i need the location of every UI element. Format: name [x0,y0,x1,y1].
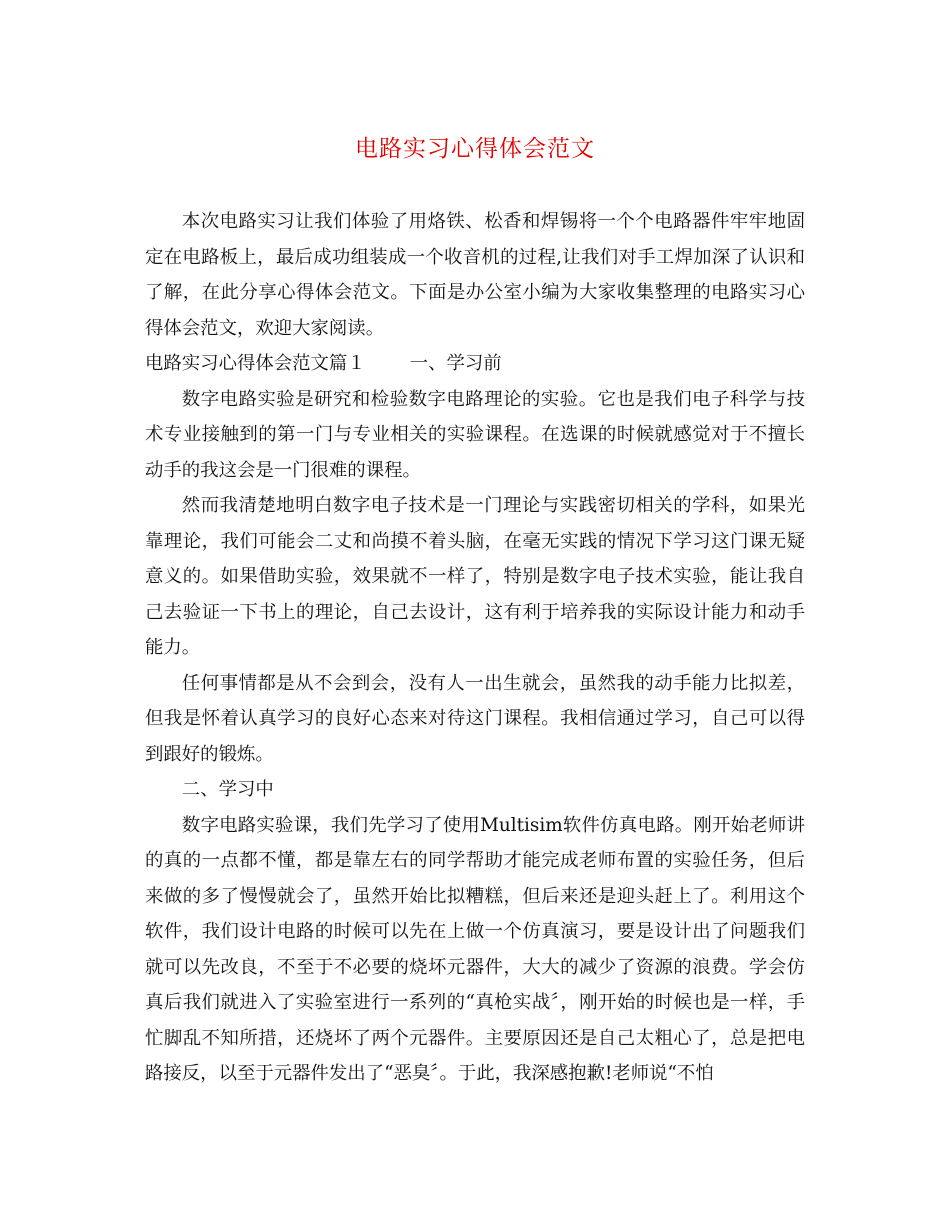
document-title: 电路实习心得体会范文 [355,136,595,162]
paragraph-3: 任何事情都是从不会到会，没有人一出生就会，虽然我的动手能力比拟差，但我是怀着认真学习的良好心态来对待这门课程。我相信通过学习，自己可以得到跟好的锻炼。 [145,672,805,765]
paragraph-2: 然而我清楚地明白数字电子技术是一门理论与实践密切相关的学科，如果光靠理论，我们可能会二丈和尚摸不着头脑，在毫无实践的情况下学习这门课无疑意义的。如果借助实验，效果就不一样了，特别是数字电子技术实验，能让我自己去验证一下书上的理论，自己去设计，这有利于培养我的实际设计能力和动手能力。 [145,495,805,658]
paragraph-4: 数字电路实验课，我们先学习了使用Multisim软件仿真电路。刚开始老师讲的真的一点都不懂，都是靠左右的同学帮助才能完成老师布置的实验任务，但后来做的多了慢慢就会了，虽然开始比拟糟糕，但后来还是迎头赶上了。利用这个软件，我们设计电路的时候可以先在上做一个仿真演习，要是设计出了问题我们就可以先改良，不至于不必要的烧坏元器件，大大的减少了资源的浪费。学会仿真后我们就进入了实验室进行一系列的“真枪实战〞，刚开始的时候也是一样，手忙脚乱不知所措，还烧坏了两个元器件。主要原因还是自己太粗心了，总是把电路接反，以至于元器件发出了“恶臭〞。于此，我深感抱歉!老师说“不怕 [145,814,805,1084]
article-header-line [145,346,805,382]
section1-heading: 一、学习前 [409,353,502,374]
section2-heading: 二、学习中 [181,779,274,800]
intro-paragraph: 本次电路实习让我们体验了用烙铁、松香和焊锡将一个个电路器件牢牢地固定在电路板上，最后成功组装成一个收音机的过程,让我们对手工焊加深了认识和了解，在此分享心得体会范文。下面是办公室小编为大家收集整理的电路实习心得体会范文，欢迎大家阅读。 [145,211,805,339]
document-body [145,204,805,1092]
paragraph-1: 数字电路实验是研究和检验数字电路理论的实验。它也是我们电子科学与技术专业接触到的第一门与专业相关的实验课程。在选课的时候就感觉对于不擅长动手的我这会是一门很难的课程。 [145,388,805,481]
article-label: 电路实习心得体会范文篇１ [145,353,366,374]
